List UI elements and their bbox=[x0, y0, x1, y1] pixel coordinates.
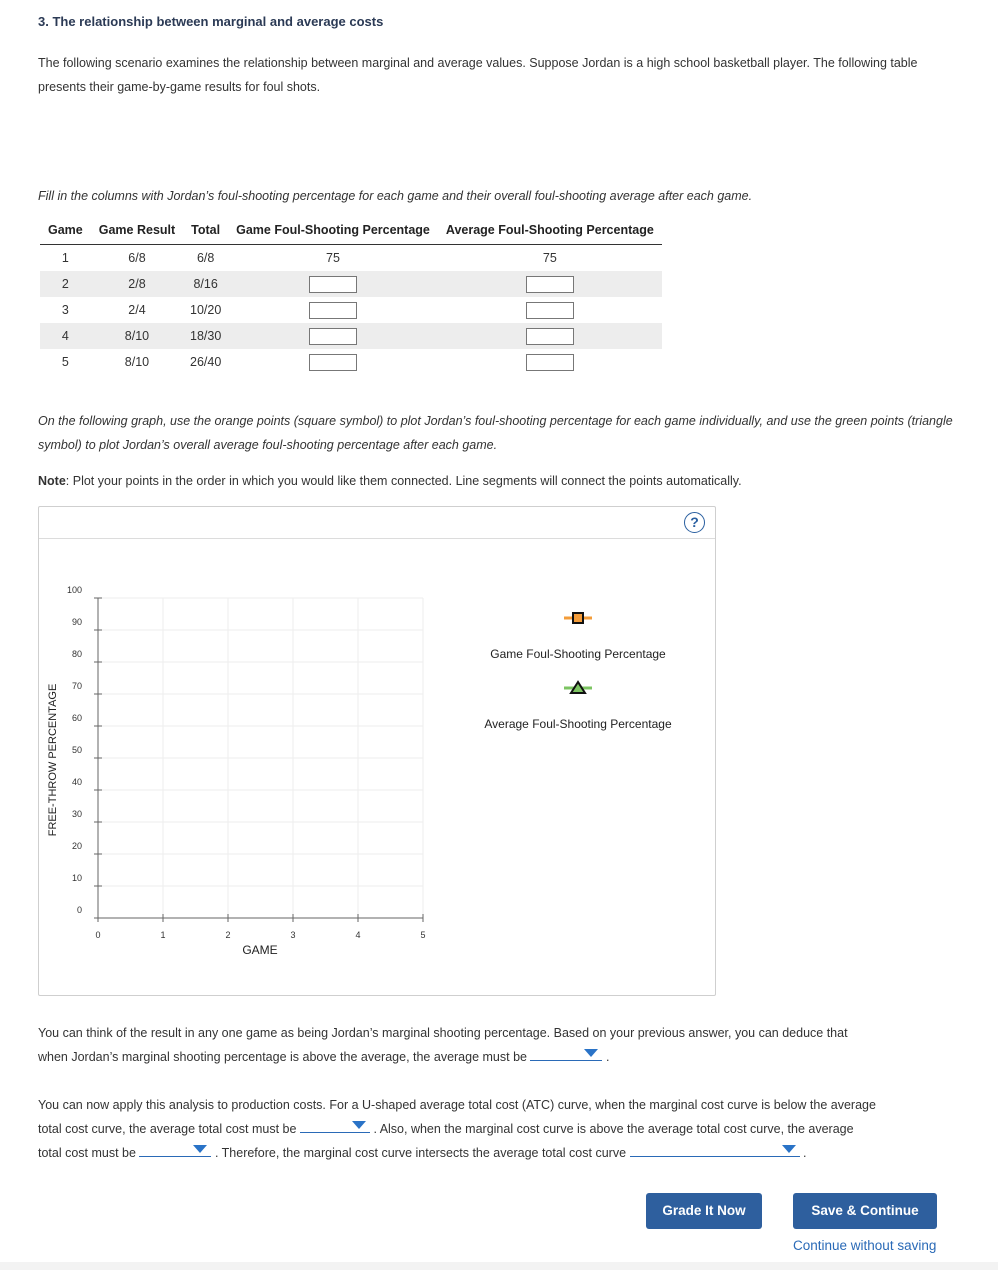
y-tick-label: 100 bbox=[66, 585, 82, 595]
q2-end: . bbox=[802, 1146, 807, 1160]
legend-label: Average Foul-Shooting Percentage bbox=[484, 717, 672, 731]
intro-text: The following scenario examines the relationship between marginal and average values. Suppose Jordan is a high school basketball player. The following table presents their game-by-game results for foul shots. bbox=[38, 56, 918, 94]
chevron-down-icon bbox=[584, 1049, 598, 1057]
col-avg-pct: Average Foul-Shooting Percentage bbox=[438, 220, 662, 245]
help-icon[interactable]: ? bbox=[684, 512, 705, 533]
chevron-down-icon bbox=[782, 1145, 796, 1153]
intersection-dropdown[interactable] bbox=[630, 1142, 800, 1157]
chevron-down-icon bbox=[352, 1121, 366, 1129]
col-game: Game bbox=[40, 220, 91, 245]
cell-result: 2/8 bbox=[91, 271, 183, 297]
q1-line1: You can think of the result in any one game as being Jordan’s marginal shooting percentage. Based on your previous answer, you can deduce that bbox=[38, 1026, 848, 1040]
x-tick-label: 5 bbox=[420, 930, 426, 940]
continue-without-saving-link[interactable]: Continue without saving bbox=[793, 1238, 937, 1253]
q2-part5: . Therefore, the marginal cost curve intersects the average total cost curve bbox=[214, 1146, 627, 1160]
cell-avg-pct: 75 bbox=[542, 251, 557, 265]
atc-below-dropdown[interactable] bbox=[300, 1118, 370, 1133]
q2-part1: You can now apply this analysis to production costs. For a U-shaped average total cost (ATC) curve, when the marginal cost curve is below the average bbox=[38, 1098, 876, 1112]
note-text: : Plot your points in the order in which you would like them connected. Line segments will connect the points automatically. bbox=[65, 474, 742, 488]
cell-game: 4 bbox=[40, 323, 91, 349]
legend-square-marker[interactable] bbox=[573, 613, 583, 623]
cell-total: 6/8 bbox=[196, 251, 215, 265]
chevron-down-icon bbox=[193, 1145, 207, 1153]
x-tick-label: 3 bbox=[290, 930, 296, 940]
q1-line2: when Jordan’s marginal shooting percentage is above the average, the average must be bbox=[38, 1050, 527, 1064]
col-game-pct: Game Foul-Shooting Percentage bbox=[228, 220, 438, 245]
y-axis-ticks bbox=[67, 585, 102, 918]
chart-legend bbox=[484, 613, 672, 731]
cell-total: 26/40 bbox=[190, 355, 222, 369]
cell-result: 8/10 bbox=[91, 323, 183, 349]
y-axis-label: FREE-THROW PERCENTAGE bbox=[47, 683, 59, 837]
legend-label: Game Foul-Shooting Percentage bbox=[490, 647, 666, 661]
q1-end: . bbox=[605, 1050, 610, 1064]
cell-total: 10/20 bbox=[190, 303, 222, 317]
cell-total: 18/30 bbox=[183, 323, 228, 349]
q2-part4: total cost must be bbox=[38, 1146, 136, 1160]
q1-text bbox=[38, 1021, 958, 1069]
cell-result: 8/10 bbox=[124, 355, 150, 369]
y-tick-label: 40 bbox=[71, 777, 82, 787]
graph-instructions: On the following graph, use the orange points (square symbol) to plot Jordan’s foul-shooting percentage for each game individually, and use the green points (triangle symbol) to plot Jordan’s overall average foul-shooting percentage after each game. bbox=[38, 414, 953, 452]
y-tick-label: 0 bbox=[76, 905, 82, 915]
cell-result: 2/4 bbox=[128, 303, 146, 317]
x-tick-label: 1 bbox=[160, 930, 166, 940]
y-tick-label: 70 bbox=[71, 681, 82, 691]
y-tick-label: 30 bbox=[71, 809, 82, 819]
q2-part2: total cost curve, the average total cost must be bbox=[38, 1122, 297, 1136]
note-label: Note bbox=[38, 474, 66, 488]
cell-game: 3 bbox=[61, 303, 69, 317]
y-tick-label: 50 bbox=[71, 745, 82, 755]
save-continue-button[interactable]: Save & Continue bbox=[793, 1193, 937, 1229]
cell-total: 8/16 bbox=[183, 271, 228, 297]
cell-game: 2 bbox=[40, 271, 91, 297]
y-tick-label: 90 bbox=[71, 617, 82, 627]
y-tick-label: 10 bbox=[71, 873, 82, 883]
col-game-result: Game Result bbox=[91, 220, 183, 245]
footer-band bbox=[0, 1262, 998, 1270]
q2-text bbox=[38, 1093, 958, 1165]
cell-game: 5 bbox=[61, 355, 69, 369]
table-instructions: Fill in the columns with Jordan’s foul-shooting percentage for each game and their overall foul-shooting average after each game. bbox=[38, 189, 753, 203]
x-tick-label: 4 bbox=[355, 930, 361, 940]
question-heading: 3. The relationship between marginal and average costs bbox=[38, 14, 384, 29]
y-tick-label: 20 bbox=[71, 841, 82, 851]
col-total: Total bbox=[183, 220, 228, 245]
grade-it-now-button[interactable]: Grade It Now bbox=[646, 1193, 762, 1229]
cell-game-pct: 75 bbox=[326, 251, 340, 265]
cell-result: 6/8 bbox=[128, 251, 146, 265]
q2-part3: . Also, when the marginal cost curve is above the average total cost curve, the average bbox=[373, 1122, 854, 1136]
chart-grid bbox=[98, 598, 423, 918]
x-tick-label: 0 bbox=[95, 930, 101, 940]
average-direction-dropdown[interactable] bbox=[530, 1046, 602, 1061]
x-axis-label: GAME bbox=[242, 943, 278, 957]
cell-game: 1 bbox=[61, 251, 69, 265]
y-tick-label: 60 bbox=[71, 713, 82, 723]
y-tick-label: 80 bbox=[71, 649, 82, 659]
x-tick-label: 2 bbox=[225, 930, 231, 940]
atc-above-dropdown[interactable] bbox=[139, 1142, 211, 1157]
